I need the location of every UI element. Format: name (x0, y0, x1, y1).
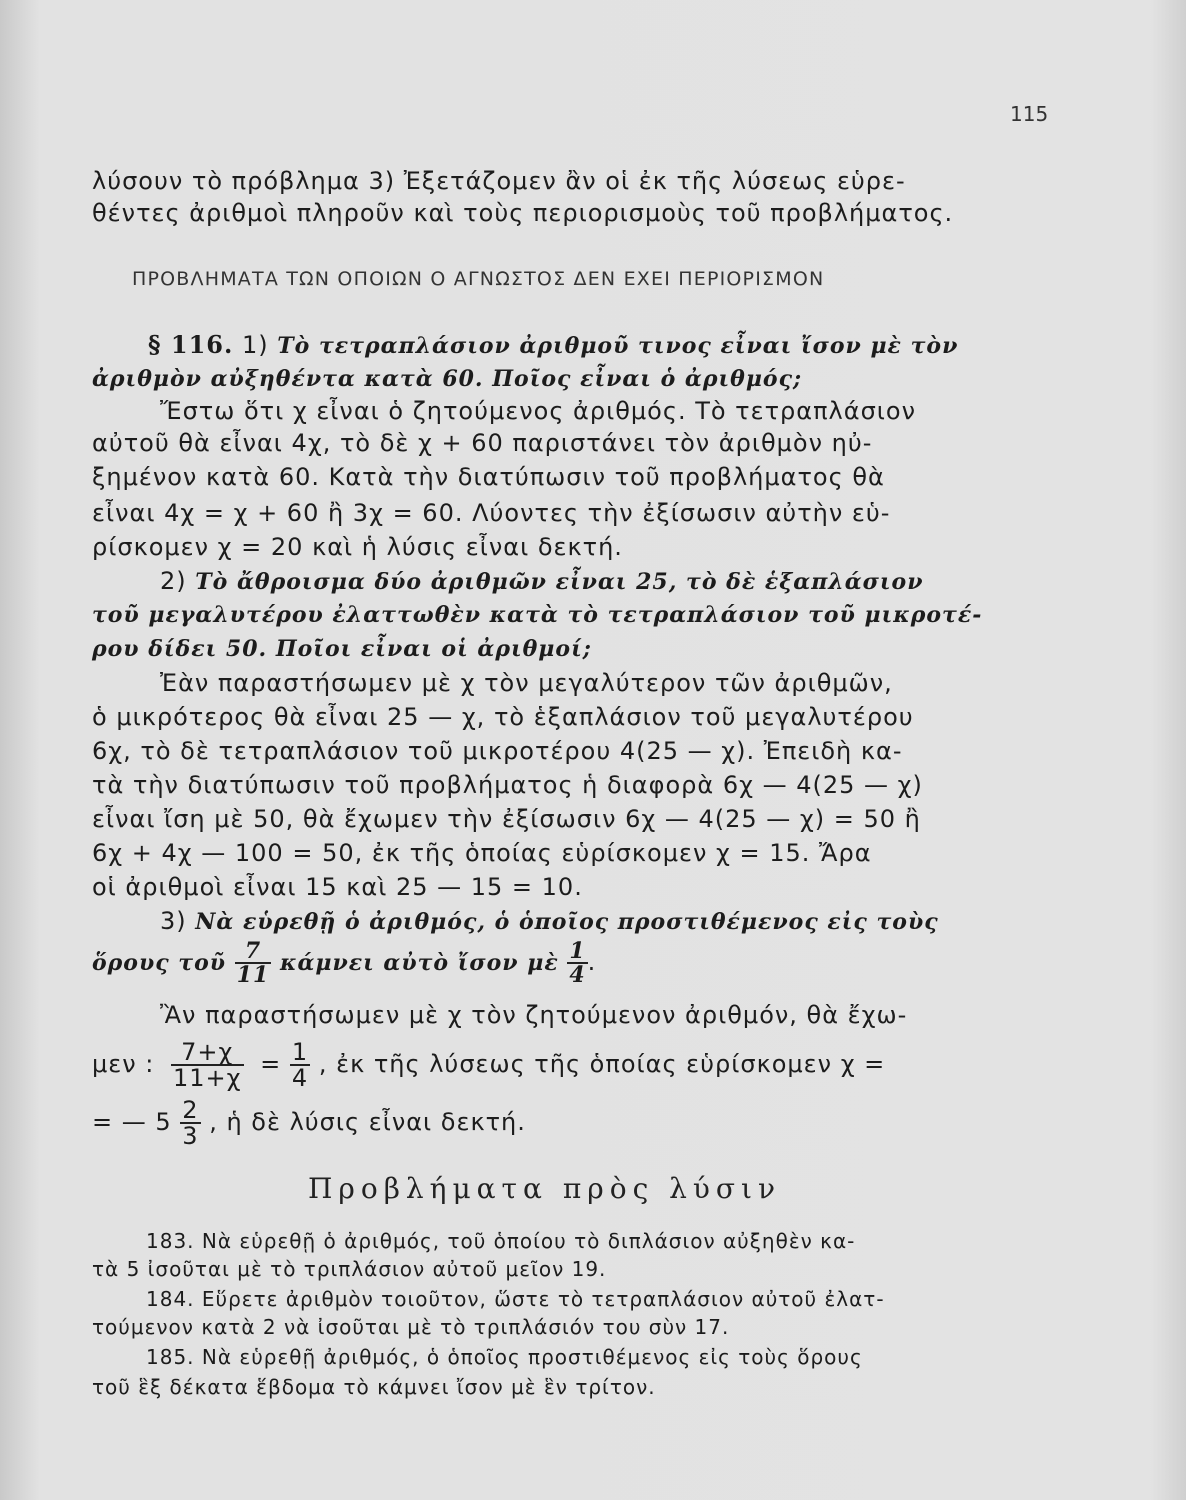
problem-2-question-line (160, 566, 923, 597)
fraction (567, 940, 587, 986)
text-line: θέντες ἀριθμοὶ πληροῦν καὶ τοὺς περιορισμοὺς τοῦ προβλήματος. (92, 199, 954, 227)
equation-line (92, 1040, 885, 1090)
text-fragment: , ἡ δὲ λύσις εἶναι δεκτή. (209, 1108, 526, 1136)
text-line: εἶναι ἴση μὲ 50, θὰ ἔχωμεν τὴν ἐξίσωσιν 6χ — 4(25 — χ) = 50 ἢ (92, 805, 921, 833)
problem-number: 1) (242, 331, 269, 359)
problem-number: 3) (160, 907, 187, 935)
fraction-numerator: 7 (235, 940, 272, 964)
problem-3-question-line (160, 906, 939, 937)
fraction (180, 1098, 200, 1148)
problem-statement: τοῦ μεγαλυτέρου ἐλαττωθὲν κατὰ τὸ τετραπλάσιον τοῦ μικροτέ- (92, 602, 983, 628)
fraction-numerator: 1 (569, 938, 586, 964)
problem-1-question-line (148, 330, 958, 361)
problem-statement: ρου δίδει 50. Ποῖοι εἶναι οἱ ἀριθμοί; (92, 636, 592, 662)
fraction-denominator: 4 (569, 962, 586, 988)
problem-statement: ὅρους τοῦ (92, 950, 227, 976)
problem-3-question-line-2: ὅρους τοῦ $\frac{7}{11}$ κάμνει αὐτὸ ἴσον μὲ $\frac{1}{4}$ . (92, 938, 597, 988)
fraction (171, 1040, 244, 1090)
fraction-numerator: 2 (182, 1096, 199, 1124)
section-sign: § 116. (148, 330, 234, 359)
exercise-185: 185. Νὰ εὑρεθῇ ἀριθμός, ὁ ὁποῖος προστιθέμενος εἰς τοὺς ὅρους (146, 1345, 863, 1369)
fraction (235, 940, 272, 986)
problem-statement: ἀριθμὸν αὐξηθέντα κατὰ 60. Ποῖος εἶναι ὁ ἀριθμός; (92, 366, 803, 392)
problem-statement: κάμνει αὐτὸ ἴσον μὲ (279, 950, 559, 976)
text-line: Ἐὰν παραστήσωμεν μὲ χ τὸν μεγαλύτερον τῶν ἀριθμῶν, (160, 669, 893, 697)
text-fragment: = — 5 (92, 1108, 172, 1136)
exercise-185-cont: τοῦ ἓξ δέκατα ἕβδομα τὸ κάμνει ἴσον μὲ ἓν τρίτον. (92, 1375, 656, 1399)
text-line: οἱ ἀριθμοὶ εἶναι 15 καὶ 25 — 15 = 10. (92, 873, 583, 901)
fraction-numerator: 1 (291, 1038, 309, 1066)
fraction-numerator: 7+χ (171, 1040, 244, 1066)
section-heading: ΠΡΟΒΛΗΜΑΤΑ ΤΩΝ ΟΠΟΙΩΝ Ο ΑΓΝΩΣΤΟΣ ΔΕΝ ΕΧΕΙ ΠΕΡΙΟΡΙΣΜΟΝ (132, 268, 825, 290)
text-line: ξημένον κατὰ 60. Κατὰ τὴν διατύπωσιν τοῦ προβλήματος θὰ (92, 463, 885, 491)
exercise-183: 183. Νὰ εὑρεθῇ ὁ ἀριθμός, τοῦ ὁποίου τὸ διπλάσιον αὐξηθὲν κα- (146, 1229, 856, 1253)
text-fragment: , ἐκ τῆς λύσεως τῆς ὁποίας εὑρίσκομεν χ = (318, 1050, 886, 1078)
exercise-184-cont: τούμενον κατὰ 2 νὰ ἰσοῦται μὲ τὸ τριπλάσιόν του σὺν 17. (92, 1315, 730, 1339)
text-line: 6χ + 4χ — 100 = 50, ἐκ τῆς ὁποίας εὑρίσκομεν χ = 15. Ἄρα (92, 839, 872, 867)
text-line: ὁ μικρότερος θὰ εἶναι 25 — χ, τὸ ἑξαπλάσιον τοῦ μεγαλυτέρου (92, 703, 914, 731)
fraction (290, 1040, 310, 1090)
fraction-denominator: 4 (291, 1064, 309, 1092)
exercise-184: 184. Εὕρετε ἀριθμὸν τοιοῦτον, ὥστε τὸ τετραπλάσιον αὐτοῦ ἐλατ- (146, 1287, 885, 1311)
text-line: λύσουν τὸ πρόβλημα 3) Ἐξετάζομεν ἂν οἱ ἐκ τῆς λύσεως εὑρε- (92, 167, 906, 195)
text-line: Ἔστω ὅτι χ εἶναι ὁ ζητούμενος ἀριθμός. Τὸ τετραπλάσιον (160, 397, 916, 425)
problem-statement: Τὸ τετραπλάσιον ἀριθμοῦ τινος εἶναι ἴσον μὲ τὸν (277, 333, 959, 359)
text-line: τὰ τὴν διατύπωσιν τοῦ προβλήματος ἡ διαφορὰ 6χ — 4(25 — χ) (92, 771, 923, 799)
fraction-denominator: 11+χ (173, 1064, 242, 1092)
problem-statement: Νὰ εὑρεθῇ ὁ ἀριθμός, ὁ ὁποῖος προστιθέμενος εἰς τοὺς (195, 909, 939, 935)
text-fragment: μεν : (92, 1050, 155, 1078)
exercises-title: Προβλήματα πρὸς λύσιν (308, 1172, 782, 1205)
problem-statement: Τὸ ἄθροισμα δύο ἀριθμῶν εἶναι 25, τὸ δὲ ἑξαπλάσιον (195, 569, 924, 595)
text-line: εἶναι 4χ = χ + 60 ἢ 3χ = 60. Λύοντες τὴν ἐξίσωσιν αὐτὴν εὑ- (92, 499, 891, 527)
fraction-denominator: 11 (236, 962, 270, 988)
problem-number: 2) (160, 567, 187, 595)
equals-sign: = (260, 1050, 282, 1078)
page-number: 115 (1010, 102, 1049, 126)
text-line: αὐτοῦ θὰ εἶναι 4χ, τὸ δὲ χ + 60 παριστάνει τὸν ἀριθμὸν ηὐ- (92, 429, 873, 457)
fraction-denominator: 3 (182, 1122, 199, 1150)
text-line: 6χ, τὸ δὲ τετραπλάσιον τοῦ μικροτέρου 4(25 — χ). Ἐπειδὴ κα- (92, 737, 903, 765)
exercise-183-cont: τὰ 5 ἰσοῦται μὲ τὸ τριπλάσιον αὐτοῦ μεῖον 19. (92, 1257, 607, 1281)
equation-line (92, 1098, 526, 1148)
text-line: Ἂν παραστήσωμεν μὲ χ τὸν ζητούμενον ἀριθμόν, θὰ ἔχω- (160, 1001, 908, 1029)
text-line: ρίσκομεν χ = 20 καὶ ἡ λύσις εἶναι δεκτή. (92, 533, 623, 561)
